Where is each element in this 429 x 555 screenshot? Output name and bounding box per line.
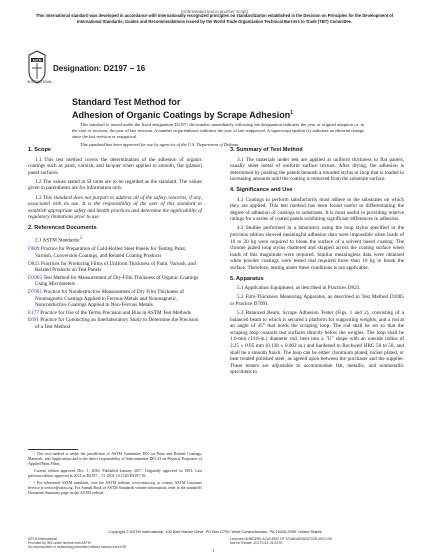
footnote-1b: Current edition approved Dec. 1, 2016. Published January 2017. Originally approved in 1963. Last previous edition approved in 2013 as D2197 – 13. DOI: 10.1520/D2197-16. [28, 469, 202, 478]
refs-heading: 2. Referenced Documents [28, 224, 97, 231]
svg-text:ASTM: ASTM [32, 58, 42, 63]
standard-note-p2: This standard has been approved for use by agencies of the U.S. Department of Defense. [80, 142, 240, 147]
scope-1-3: 1.3 This standard does not purport to address all of the safety concerns, if any, associated with its use. It is the responsibility of the user of this standard to establish appropriate safety and health practices and determine the applicability of regulatory limitations prior to use. [28, 194, 202, 221]
license-right: Licensee=WINDERS ACADEMY OF STANDARDIZATION MOC108 Not for Resale, 2017/1/21 01:02:57 [230, 537, 332, 546]
ref-e177[interactable]: E177 Practice for Use of the Terms Precision and Bias in ASTM Test Methods [28, 309, 191, 316]
refs-intro: 2.1 ASTM Standards:$^2$ [35, 234, 83, 244]
significance-4-2: 4.2 Studies performed in a laboratory using the loop stylus specified in the previous edition showed meaningful adhesion data were impossible when loads of 10 to 20 kg were required to break the surface of a solvent based coating. The chrome plated loop stylus chattered and skipped across the coating surface when loads of this magnitude were required. Similar meaningless data were obtained when powder coatings were tested that required more than 10 kg to break the surface. Therefore, testing under these conditions is not applicable. [230, 225, 404, 271]
footnote-rule [28, 449, 78, 450]
license-left: ASTM International Provided by IHS under license with ASTM No reproduction or networking permitted without license from IHS [28, 537, 126, 550]
top-notice-lang: (Abbreviated text in another script) [180, 9, 249, 14]
title-line-1: Standard Test Method for [72, 97, 181, 107]
scope-1-2: 1.2 The values stated in SI units are to be regarded as the standard. The values given in parentheses are for information only. [28, 178, 202, 192]
summary-3-1: 3.1 The materials under test are applied at uniform thickness to flat panels, usually sheet metal of uniform surface texture. After drying, the adhesion is determined by pushing the panels beneath a rounded stylus or loop that is loaded in increasing amounts until the coating is removed from the substrate surface. [230, 156, 404, 183]
scope-1-1: 1.1 This test method covers the determination of the adhesion of organic coatings such as paint, varnish, and lacquer when applied to smooth, flat (planar) panel surfaces. [28, 156, 202, 176]
ref-d823[interactable]: D823 Practices for Producing Films of Uniform Thickness of Paint, Varnish, and Related Products on Test Panels [28, 260, 196, 274]
page-number: 1 [212, 548, 215, 553]
ref-d609[interactable]: D609 Practice for Preparation of Cold-Rolled Steel Panels for Testing Paint, Varnish, Conversion Coatings, and Related Coating Products [28, 246, 187, 259]
astm-logo-icon [27, 50, 47, 84]
top-notice-text: This international standard was developed in accordance with internationally recognized principles on standardization established in the Decision on Principles for the Development of International Standards, Guides and Recommendations issued by the World Trade Organization Technical Barriers to Trade (TBT) Committee. [35, 13, 394, 24]
standard-note-p1: This standard is issued under the fixed designation D2197; the number immediately following the designation indicates the year of original adoption or, in the case of revision, the year of last revision. A number in parentheses indicates the year of last reapproval. A superscript epsilon (ε) indicates an editorial change since the last revision or reapproval. [72, 122, 364, 139]
significance-heading: 4. Significance and Use [230, 186, 293, 193]
apparatus-5-1: 5.1 Application Equipment, as described in Practices D823. [237, 285, 361, 292]
designation: Designation: D2197 − 16 [53, 64, 146, 73]
right-column [230, 143, 404, 378]
footnotes [28, 449, 202, 498]
footnote-2: ² For referenced ASTM standards, visit the ASTM website, www.astm.org, or contact ASTM Customer Service at service@astm.org. For Annual Book of ASTM Standards volume information, refer to the standard's Document Summary page on the ASTM website. [28, 481, 202, 495]
summary-heading: 3. Summary of Test Method [230, 147, 303, 153]
footnote-1: ¹ This test method is under the jurisdiction of ASTM Committee D01 on Paint and Related Coatings, Materials, and Applications and is the direct responsibility of Subcommittee D01.23 on Physical Properties of Applied Paint Films. [28, 452, 202, 466]
top-notice [28, 9, 401, 24]
apparatus-heading: 5. Apparatus [230, 275, 264, 282]
title-line-2: Adhesion of Organic Coatings by Scrape Adhesion$^1$ [72, 109, 293, 120]
scope-heading: 1. Scope [28, 147, 52, 153]
logo-caption: INTERNATIONAL [27, 80, 53, 84]
ref-e691[interactable]: E691 Practice for Conducting an Interlaboratory Study to Determine the Precision of a Test Method [28, 317, 199, 330]
apparatus-5-2: 5.2 Film-Thickness Measuring Apparatus, as described in Test Method D1005 or Practice D7091. [230, 294, 404, 307]
apparatus-5-3: 5.3 Balanced Beam, Scrape Adhesion Tester (Figs. 1 and 2), consisting of a balanced beam to which is secured a platform for supporting weights, and a rod at an angle of 45° that holds the scraping loop. The rod shall be set so that the scraping loop contacts test surfaces directly below the weights. The loop shall be 1.6-mm (1⁄16-in.) diameter rod, bent into a "U" shape with an outside radius of 3.25 ± 0.05 mm (0.128 ± 0.002 in.) and hardened to Rockwell HRC 56 to 58, and shall be a smooth finish. The loop can be either chromium plated, nickel plated, or heat treated polished steel, as agreed upon between the purchaser and the supplier. These testers are adjustable to accommodate flat, metallic, and nonmetallic specimens to [230, 309, 404, 376]
copyright: Copyright © ASTM International, 100 Barr Harbor Drive, PO Box C700, West Conshohocken, PA 19428-2959. United States [108, 529, 322, 534]
document-title [72, 97, 293, 120]
significance-4-1: 4.1 Coatings to perform satisfactorily must adhere to the substrates on which they are applied. This test method has been found useful in differentiating the degree of adhesion of coatings to substrates. It is most useful in providing relative ratings for a series of coated panels exhibiting significant differences in adhesion. [230, 196, 404, 223]
ref-d1005[interactable]: D1005 Test Method for Measurement of Dry-Film Thickness of Organic Coatings Using Micrometers [28, 274, 199, 288]
left-column [28, 143, 202, 331]
ref-d7091[interactable]: D7091 Practice for Nondestructive Measurement of Dry Film Thickness of Nonmagnetic Coatings Applied to Ferrous Metals and Nonmagnetic, Nonconductive Coatings Applied to Non-Ferrous Metals [28, 288, 184, 309]
